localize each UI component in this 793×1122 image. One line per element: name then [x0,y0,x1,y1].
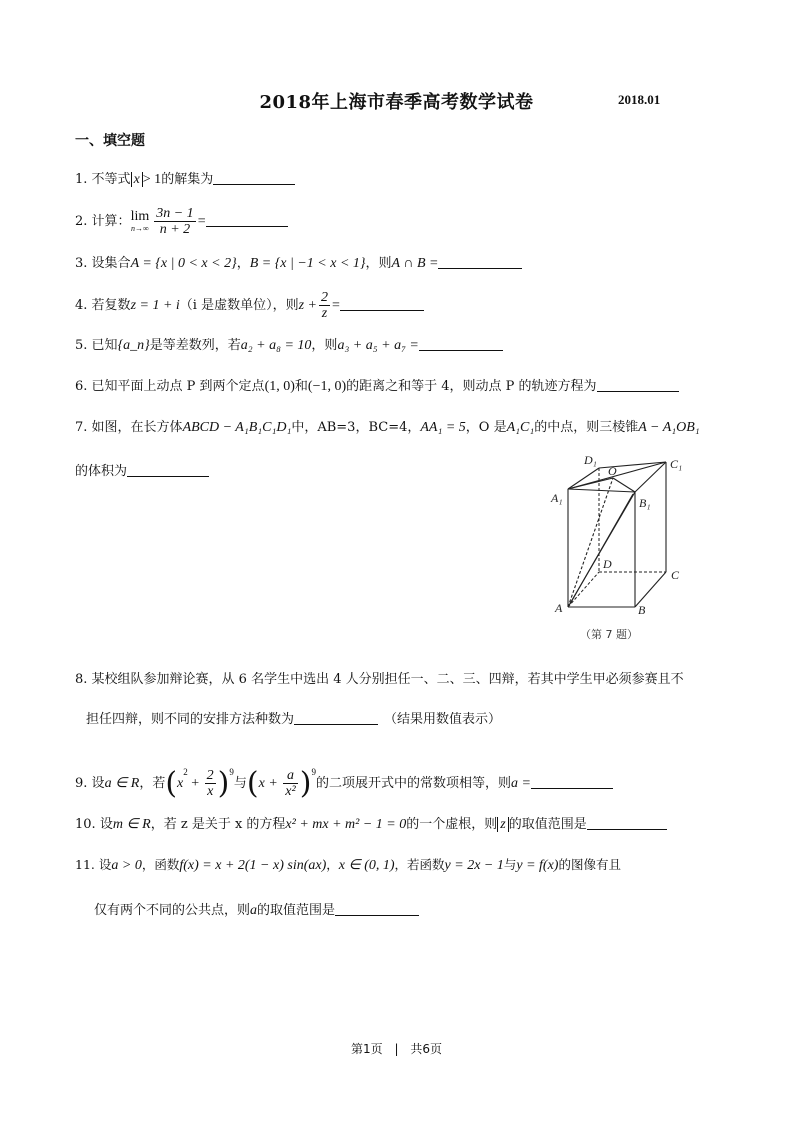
title-main: 2018年上海市春季高考数学试卷 [259,92,534,113]
footer-separator: | [394,1042,399,1056]
answer-blank-5[interactable] [419,336,503,351]
label-a1: A₁ [551,491,563,505]
question-3: 3. 设集合A = {x | 0 < x < 2}，B = {x | −1 < x < 1}，则A ∩ B = [75,254,522,274]
figure-caption: （第 7 题） [580,628,638,641]
limit-operator: lim n→∞ [130,208,150,233]
answer-blank-1[interactable] [213,170,295,185]
question-4: 4. 若复数z = 1 + i（i 是虚数单位），则z + $\frac{2}{z}$ = [75,290,424,321]
title-date: 2018.01 [618,92,661,107]
answer-blank-3[interactable] [438,254,522,269]
question-11: 11. 设a > 0，函数f(x) = x + 2(1 − x) sin(ax)，x ∈ (0, 1)，若函数y = 2x − 1与y = f(x)的图像有且 [75,857,621,873]
cuboid-figure [548,452,698,644]
answer-blank-10[interactable] [587,815,667,830]
answer-blank-11[interactable] [335,901,419,916]
section-heading: 一、填空题 [75,133,145,149]
question-7-line-2: 的体积为 [75,462,209,482]
question-8: 8. 某校组队参加辩论赛，从 6 名学生中选出 4 人分别担任一、二、三、四辩，若其中学生甲必须参赛且不 [75,672,684,687]
label-c: C [671,568,680,582]
question-5: 5. 已知{a_n}是等差数列，若a₂ + a₈ = 10，则a₃ + a₅ + a₇ = [75,336,503,356]
question-10: 10. 设m ∈ R，若 z 是关于 x 的方程x² + mx + m² − 1 = 0的一个虚根，则 z 的取值范围是 [75,815,667,835]
answer-blank-6[interactable] [597,377,679,392]
question-7: 7. 如图，在长方体ABCD − A₁B₁C₁D₁中，AB=3，BC=4，AA₁ = 5，O 是A₁C₁的中点，则三棱锥A − A₁OB₁ [75,420,700,435]
label-b: B [638,603,646,617]
question-6: 6. 已知平面上动点 P 到两个定点(1, 0)和(−1, 0)的距离之和等于 4，则动点 P 的轨迹方程为 [75,377,679,397]
fraction: $\frac{3n - 1}{n + 2}$ [156,206,194,237]
question-8-line-2: 担任四辩，则不同的安排方法种数为 （结果用数值表示） [86,712,502,727]
answer-blank-7[interactable] [127,462,209,477]
label-b1: B₁ [639,496,651,510]
label-a: A [555,601,563,615]
answer-blank-8[interactable] [294,710,378,725]
page-number: 第1页 [351,1042,383,1056]
question-2: 2. 计算： lim n→∞ $\frac{3n - 1}{n + 2}$ = [75,206,288,237]
answer-blank-4[interactable] [340,296,424,311]
page-total: 共6页 [410,1042,442,1056]
question-11-line-2: 仅有两个不同的公共点，则a的取值范围是 [94,901,419,921]
answer-blank-2[interactable] [206,212,288,227]
label-o: O [608,464,617,478]
question-9: 9. 设a ∈ R，若($x^2$ + $\frac{2}{x}$ )$^9$与(x + $\frac{a}{\text{x²}}$ )$^9$的二项展开式中的常数项相等，则a = [75,762,613,799]
fraction: $\frac{2}{z}$ [321,290,328,321]
label-c1: C₁ [670,457,683,471]
page-title [0,88,793,114]
label-d1: D₁ [584,453,597,467]
answer-blank-9[interactable] [531,774,613,789]
question-1: 1. 不等式 x > 1的解集为 [75,170,295,190]
label-d: D [603,557,612,571]
page-footer [0,1040,793,1057]
